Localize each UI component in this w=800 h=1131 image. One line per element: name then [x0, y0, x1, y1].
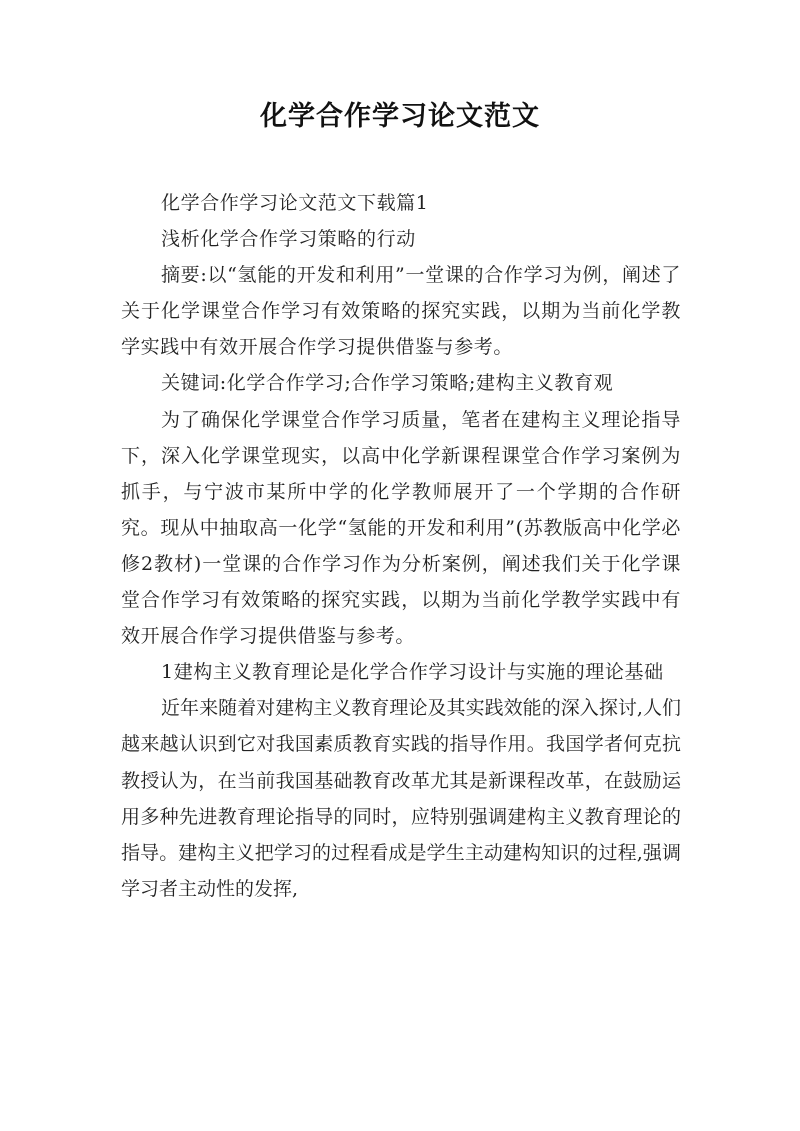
document-title: 化学合作学习论文范文: [260, 101, 540, 132]
document-body: [121, 185, 681, 907]
section-1-paragraph: 近年来随着对建构主义教育理论及其实践效能的深入探讨,人们越来越认识到它对我国素质教育实践的指导作用。我国学者何克抗教授认为，在当前我国基础教育改革尤其是新课程改革，在鼓励运用多种先进教育理论指导的同时，应特别强调建构主义教育理论的指导。建构主义把学习的过程看成是学生主动建构知识的过程,强调学习者主动性的发挥,: [121, 697, 681, 900]
keywords-paragraph: 关键词:化学合作学习;合作学习策略;建构主义教育观: [161, 372, 614, 395]
section-heading: 化学合作学习论文范文下载篇1: [161, 192, 429, 214]
intro-paragraph: 为了确保化学课堂合作学习质量，笔者在建构主义理论指导下，深入化学课堂现实，以高中化学新课程课堂合作学习案例为抓手，与宁波市某所中学的化学教师展开了一个学期的合作研究。现从中抽取高一化学“氢能的开发和利用”(苏教版高中化学必修2教材)一堂课的合作学习作为分析案例，阐述我们关于化学课堂合作学习有效策略的探究实践，以期为当前化学教学实践中有效开展合作学习提供借鉴与参考。: [121, 408, 681, 648]
article-title: 浅析化学合作学习策略的行动: [161, 228, 416, 251]
section-1-heading: 1建构主义教育理论是化学合作学习设计与实施的理论基础: [161, 661, 664, 684]
abstract-paragraph: 摘要:以“氢能的开发和利用”一堂课的合作学习为例，阐述了关于化学课堂合作学习有效策略的探究实践，以期为当前化学教学实践中有效开展合作学习提供借鉴与参考。: [121, 264, 681, 359]
